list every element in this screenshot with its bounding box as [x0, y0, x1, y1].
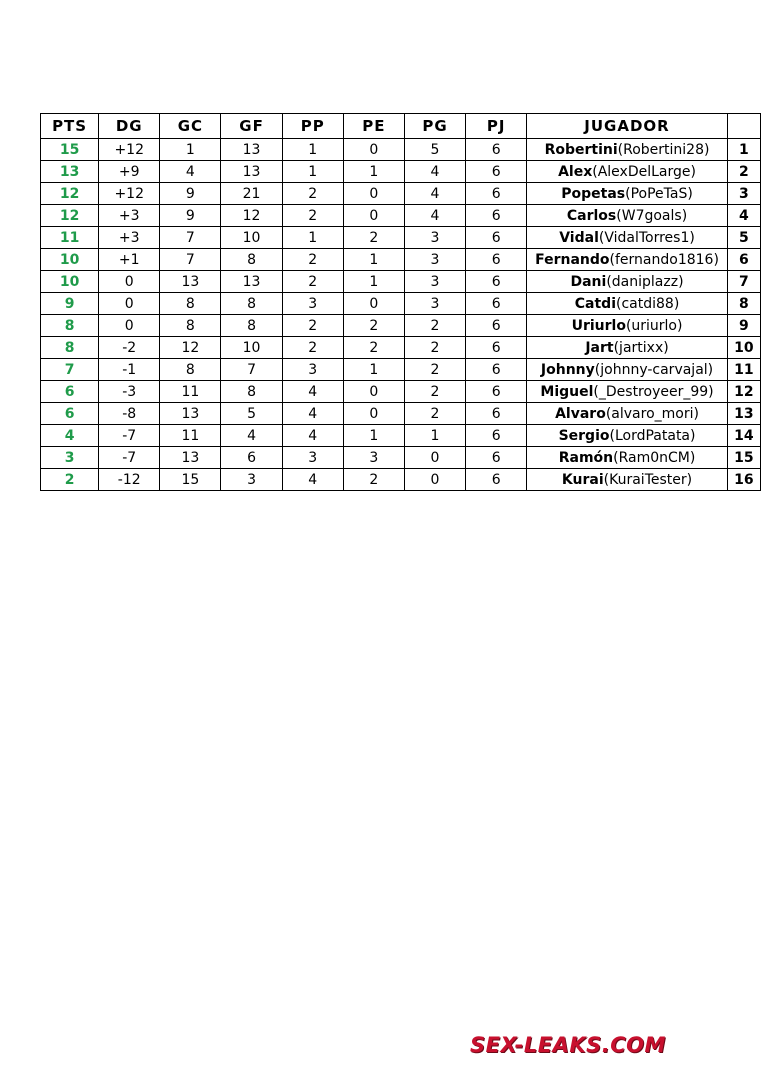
header-gc: GC [160, 114, 221, 139]
table-row [41, 249, 761, 271]
cell-gc: 8 [160, 293, 221, 315]
cell-pe: 0 [343, 293, 404, 315]
table-row [41, 293, 761, 315]
cell-gf: 10 [221, 337, 282, 359]
cell-gf: 13 [221, 271, 282, 293]
cell-dg: +12 [99, 139, 160, 161]
header-pp: PP [282, 114, 343, 139]
cell-gf: 8 [221, 381, 282, 403]
cell-dg: -3 [99, 381, 160, 403]
cell-pp: 1 [282, 227, 343, 249]
cell-pj: 6 [466, 359, 527, 381]
cell-pg: 2 [404, 315, 465, 337]
cell-gc: 1 [160, 139, 221, 161]
header-gf: GF [221, 114, 282, 139]
cell-pg: 4 [404, 183, 465, 205]
table-row [41, 469, 761, 491]
cell-pts: 4 [41, 425, 99, 447]
cell-gf: 8 [221, 249, 282, 271]
cell-dg: +9 [99, 161, 160, 183]
table-row [41, 271, 761, 293]
cell-pj: 6 [466, 183, 527, 205]
table-row [41, 139, 761, 161]
player-name: Fernando [535, 251, 610, 268]
cell-pts: 2 [41, 469, 99, 491]
cell-gc: 12 [160, 337, 221, 359]
cell-pts: 10 [41, 249, 99, 271]
cell-position: 12 [727, 381, 760, 403]
cell-pe: 0 [343, 183, 404, 205]
cell-gc: 4 [160, 161, 221, 183]
cell-pj: 6 [466, 447, 527, 469]
cell-pg: 3 [404, 227, 465, 249]
cell-pe: 1 [343, 359, 404, 381]
cell-gc: 7 [160, 249, 221, 271]
player-handle: (johnny-carvajal) [594, 361, 714, 378]
cell-player [527, 359, 728, 381]
player-name: Carlos [566, 207, 617, 224]
cell-dg: -12 [99, 469, 160, 491]
cell-player [527, 161, 728, 183]
cell-gf: 10 [221, 227, 282, 249]
cell-gc: 8 [160, 315, 221, 337]
cell-gc: 7 [160, 227, 221, 249]
cell-pe: 3 [343, 447, 404, 469]
cell-pts: 12 [41, 205, 99, 227]
cell-pg: 3 [404, 293, 465, 315]
cell-gf: 6 [221, 447, 282, 469]
player-handle: (PoPeTaS) [625, 185, 693, 202]
cell-player [527, 205, 728, 227]
cell-player [527, 293, 728, 315]
cell-position: 6 [727, 249, 760, 271]
cell-player [527, 183, 728, 205]
cell-position: 3 [727, 183, 760, 205]
cell-player [527, 381, 728, 403]
cell-pp: 1 [282, 161, 343, 183]
cell-pe: 1 [343, 425, 404, 447]
watermark-logo: SEX-LEAKS.COM [470, 1033, 666, 1057]
cell-position: 16 [727, 469, 760, 491]
cell-pj: 6 [466, 337, 527, 359]
player-name: Popetas [561, 185, 626, 202]
player-handle: (catdi88) [616, 295, 680, 312]
cell-pp: 4 [282, 403, 343, 425]
cell-player [527, 249, 728, 271]
table-row [41, 381, 761, 403]
player-name: Ramón [558, 449, 614, 466]
cell-position: 9 [727, 315, 760, 337]
cell-dg: -7 [99, 447, 160, 469]
player-name: Johnny [540, 361, 595, 378]
cell-gf: 13 [221, 139, 282, 161]
cell-position: 11 [727, 359, 760, 381]
cell-gf: 8 [221, 315, 282, 337]
header-pj: PJ [466, 114, 527, 139]
player-handle: (Robertini28) [617, 141, 710, 158]
cell-pj: 6 [466, 271, 527, 293]
cell-pg: 2 [404, 359, 465, 381]
cell-pg: 0 [404, 447, 465, 469]
cell-pts: 6 [41, 403, 99, 425]
player-handle: (_Destroyeer_99) [593, 383, 714, 400]
table-row [41, 205, 761, 227]
cell-player [527, 403, 728, 425]
cell-pe: 0 [343, 381, 404, 403]
player-name: Jart [585, 339, 614, 356]
cell-pj: 6 [466, 205, 527, 227]
cell-position: 5 [727, 227, 760, 249]
cell-pp: 3 [282, 293, 343, 315]
cell-dg: -1 [99, 359, 160, 381]
header-dg: DG [99, 114, 160, 139]
cell-position: 10 [727, 337, 760, 359]
player-name: Sergio [558, 427, 610, 444]
cell-pts: 11 [41, 227, 99, 249]
header-pts: PTS [41, 114, 99, 139]
table-row [41, 337, 761, 359]
table-row [41, 447, 761, 469]
cell-pg: 2 [404, 337, 465, 359]
cell-pts: 6 [41, 381, 99, 403]
cell-pp: 4 [282, 425, 343, 447]
player-name: Robertini [544, 141, 618, 158]
player-handle: (LordPatata) [609, 427, 696, 444]
table-row [41, 359, 761, 381]
cell-pp: 4 [282, 469, 343, 491]
header-pe: PE [343, 114, 404, 139]
header-pg: PG [404, 114, 465, 139]
player-handle: (fernando1816) [609, 251, 719, 268]
standings-body [41, 139, 761, 491]
cell-pts: 3 [41, 447, 99, 469]
cell-pp: 3 [282, 359, 343, 381]
cell-pts: 8 [41, 337, 99, 359]
player-name: Miguel [540, 383, 594, 400]
cell-pe: 1 [343, 249, 404, 271]
cell-pe: 1 [343, 161, 404, 183]
cell-pp: 2 [282, 249, 343, 271]
cell-dg: 0 [99, 315, 160, 337]
cell-pj: 6 [466, 381, 527, 403]
cell-player [527, 337, 728, 359]
player-handle: (jartixx) [613, 339, 669, 356]
cell-position: 7 [727, 271, 760, 293]
cell-pts: 7 [41, 359, 99, 381]
cell-gf: 3 [221, 469, 282, 491]
cell-player [527, 447, 728, 469]
cell-position: 15 [727, 447, 760, 469]
player-handle: (Ram0nCM) [613, 449, 696, 466]
cell-position: 13 [727, 403, 760, 425]
cell-pts: 15 [41, 139, 99, 161]
player-handle: (daniplazz) [606, 273, 684, 290]
cell-pj: 6 [466, 249, 527, 271]
standings-table [40, 113, 761, 491]
cell-dg: -2 [99, 337, 160, 359]
cell-gf: 12 [221, 205, 282, 227]
player-name: Alex [558, 163, 593, 180]
cell-player [527, 139, 728, 161]
table-row [41, 403, 761, 425]
cell-gc: 11 [160, 425, 221, 447]
cell-position: 8 [727, 293, 760, 315]
cell-gf: 4 [221, 425, 282, 447]
header-player: JUGADOR [527, 114, 728, 139]
cell-pts: 10 [41, 271, 99, 293]
cell-pg: 2 [404, 403, 465, 425]
cell-pj: 6 [466, 403, 527, 425]
cell-pp: 3 [282, 447, 343, 469]
cell-pts: 8 [41, 315, 99, 337]
cell-pts: 9 [41, 293, 99, 315]
player-handle: (KuraiTester) [603, 471, 693, 488]
cell-gc: 9 [160, 183, 221, 205]
player-name: Vidal [559, 229, 599, 246]
header-pos [727, 114, 760, 139]
cell-pe: 2 [343, 315, 404, 337]
cell-pj: 6 [466, 293, 527, 315]
cell-gc: 13 [160, 271, 221, 293]
cell-pp: 2 [282, 205, 343, 227]
cell-pp: 4 [282, 381, 343, 403]
cell-pj: 6 [466, 469, 527, 491]
cell-pj: 6 [466, 425, 527, 447]
player-name: Kurai [561, 471, 604, 488]
table-row [41, 315, 761, 337]
cell-dg: +3 [99, 227, 160, 249]
player-name: Catdi [574, 295, 616, 312]
cell-dg: 0 [99, 293, 160, 315]
cell-gc: 13 [160, 447, 221, 469]
table-row [41, 161, 761, 183]
player-handle: (VidalTorres1) [598, 229, 695, 246]
cell-pe: 0 [343, 205, 404, 227]
cell-player [527, 271, 728, 293]
cell-pg: 3 [404, 249, 465, 271]
cell-pe: 2 [343, 227, 404, 249]
cell-pj: 6 [466, 139, 527, 161]
player-handle: (W7goals) [616, 207, 688, 224]
player-handle: (alvaro_mori) [605, 405, 699, 422]
cell-dg: -7 [99, 425, 160, 447]
cell-pe: 0 [343, 139, 404, 161]
cell-dg: 0 [99, 271, 160, 293]
cell-pp: 2 [282, 183, 343, 205]
cell-pg: 2 [404, 381, 465, 403]
cell-gf: 8 [221, 293, 282, 315]
cell-gc: 9 [160, 205, 221, 227]
cell-player [527, 425, 728, 447]
cell-position: 1 [727, 139, 760, 161]
cell-position: 2 [727, 161, 760, 183]
player-name: Alvaro [555, 405, 606, 422]
cell-pj: 6 [466, 161, 527, 183]
cell-dg: +3 [99, 205, 160, 227]
cell-pe: 2 [343, 337, 404, 359]
cell-pg: 5 [404, 139, 465, 161]
cell-player [527, 227, 728, 249]
cell-pj: 6 [466, 315, 527, 337]
cell-pg: 0 [404, 469, 465, 491]
cell-pg: 4 [404, 161, 465, 183]
table-row [41, 425, 761, 447]
cell-pp: 2 [282, 315, 343, 337]
player-handle: (AlexDelLarge) [592, 163, 696, 180]
cell-pg: 3 [404, 271, 465, 293]
cell-pts: 13 [41, 161, 99, 183]
cell-gf: 21 [221, 183, 282, 205]
cell-position: 4 [727, 205, 760, 227]
cell-pj: 6 [466, 227, 527, 249]
cell-pp: 2 [282, 271, 343, 293]
cell-gf: 7 [221, 359, 282, 381]
cell-pe: 2 [343, 469, 404, 491]
cell-pe: 1 [343, 271, 404, 293]
header-row [41, 114, 761, 139]
player-handle: (uriurlo) [625, 317, 683, 334]
table-row [41, 227, 761, 249]
cell-dg: -8 [99, 403, 160, 425]
table-row [41, 183, 761, 205]
player-name: Uriurlo [571, 317, 626, 334]
cell-pg: 4 [404, 205, 465, 227]
cell-player [527, 469, 728, 491]
cell-gc: 15 [160, 469, 221, 491]
cell-pg: 1 [404, 425, 465, 447]
cell-pp: 1 [282, 139, 343, 161]
cell-gc: 11 [160, 381, 221, 403]
cell-dg: +12 [99, 183, 160, 205]
cell-gc: 13 [160, 403, 221, 425]
player-name: Dani [570, 273, 607, 290]
cell-pp: 2 [282, 337, 343, 359]
cell-dg: +1 [99, 249, 160, 271]
cell-position: 14 [727, 425, 760, 447]
cell-gf: 13 [221, 161, 282, 183]
cell-gf: 5 [221, 403, 282, 425]
cell-pts: 12 [41, 183, 99, 205]
cell-player [527, 315, 728, 337]
cell-gc: 8 [160, 359, 221, 381]
cell-pe: 0 [343, 403, 404, 425]
